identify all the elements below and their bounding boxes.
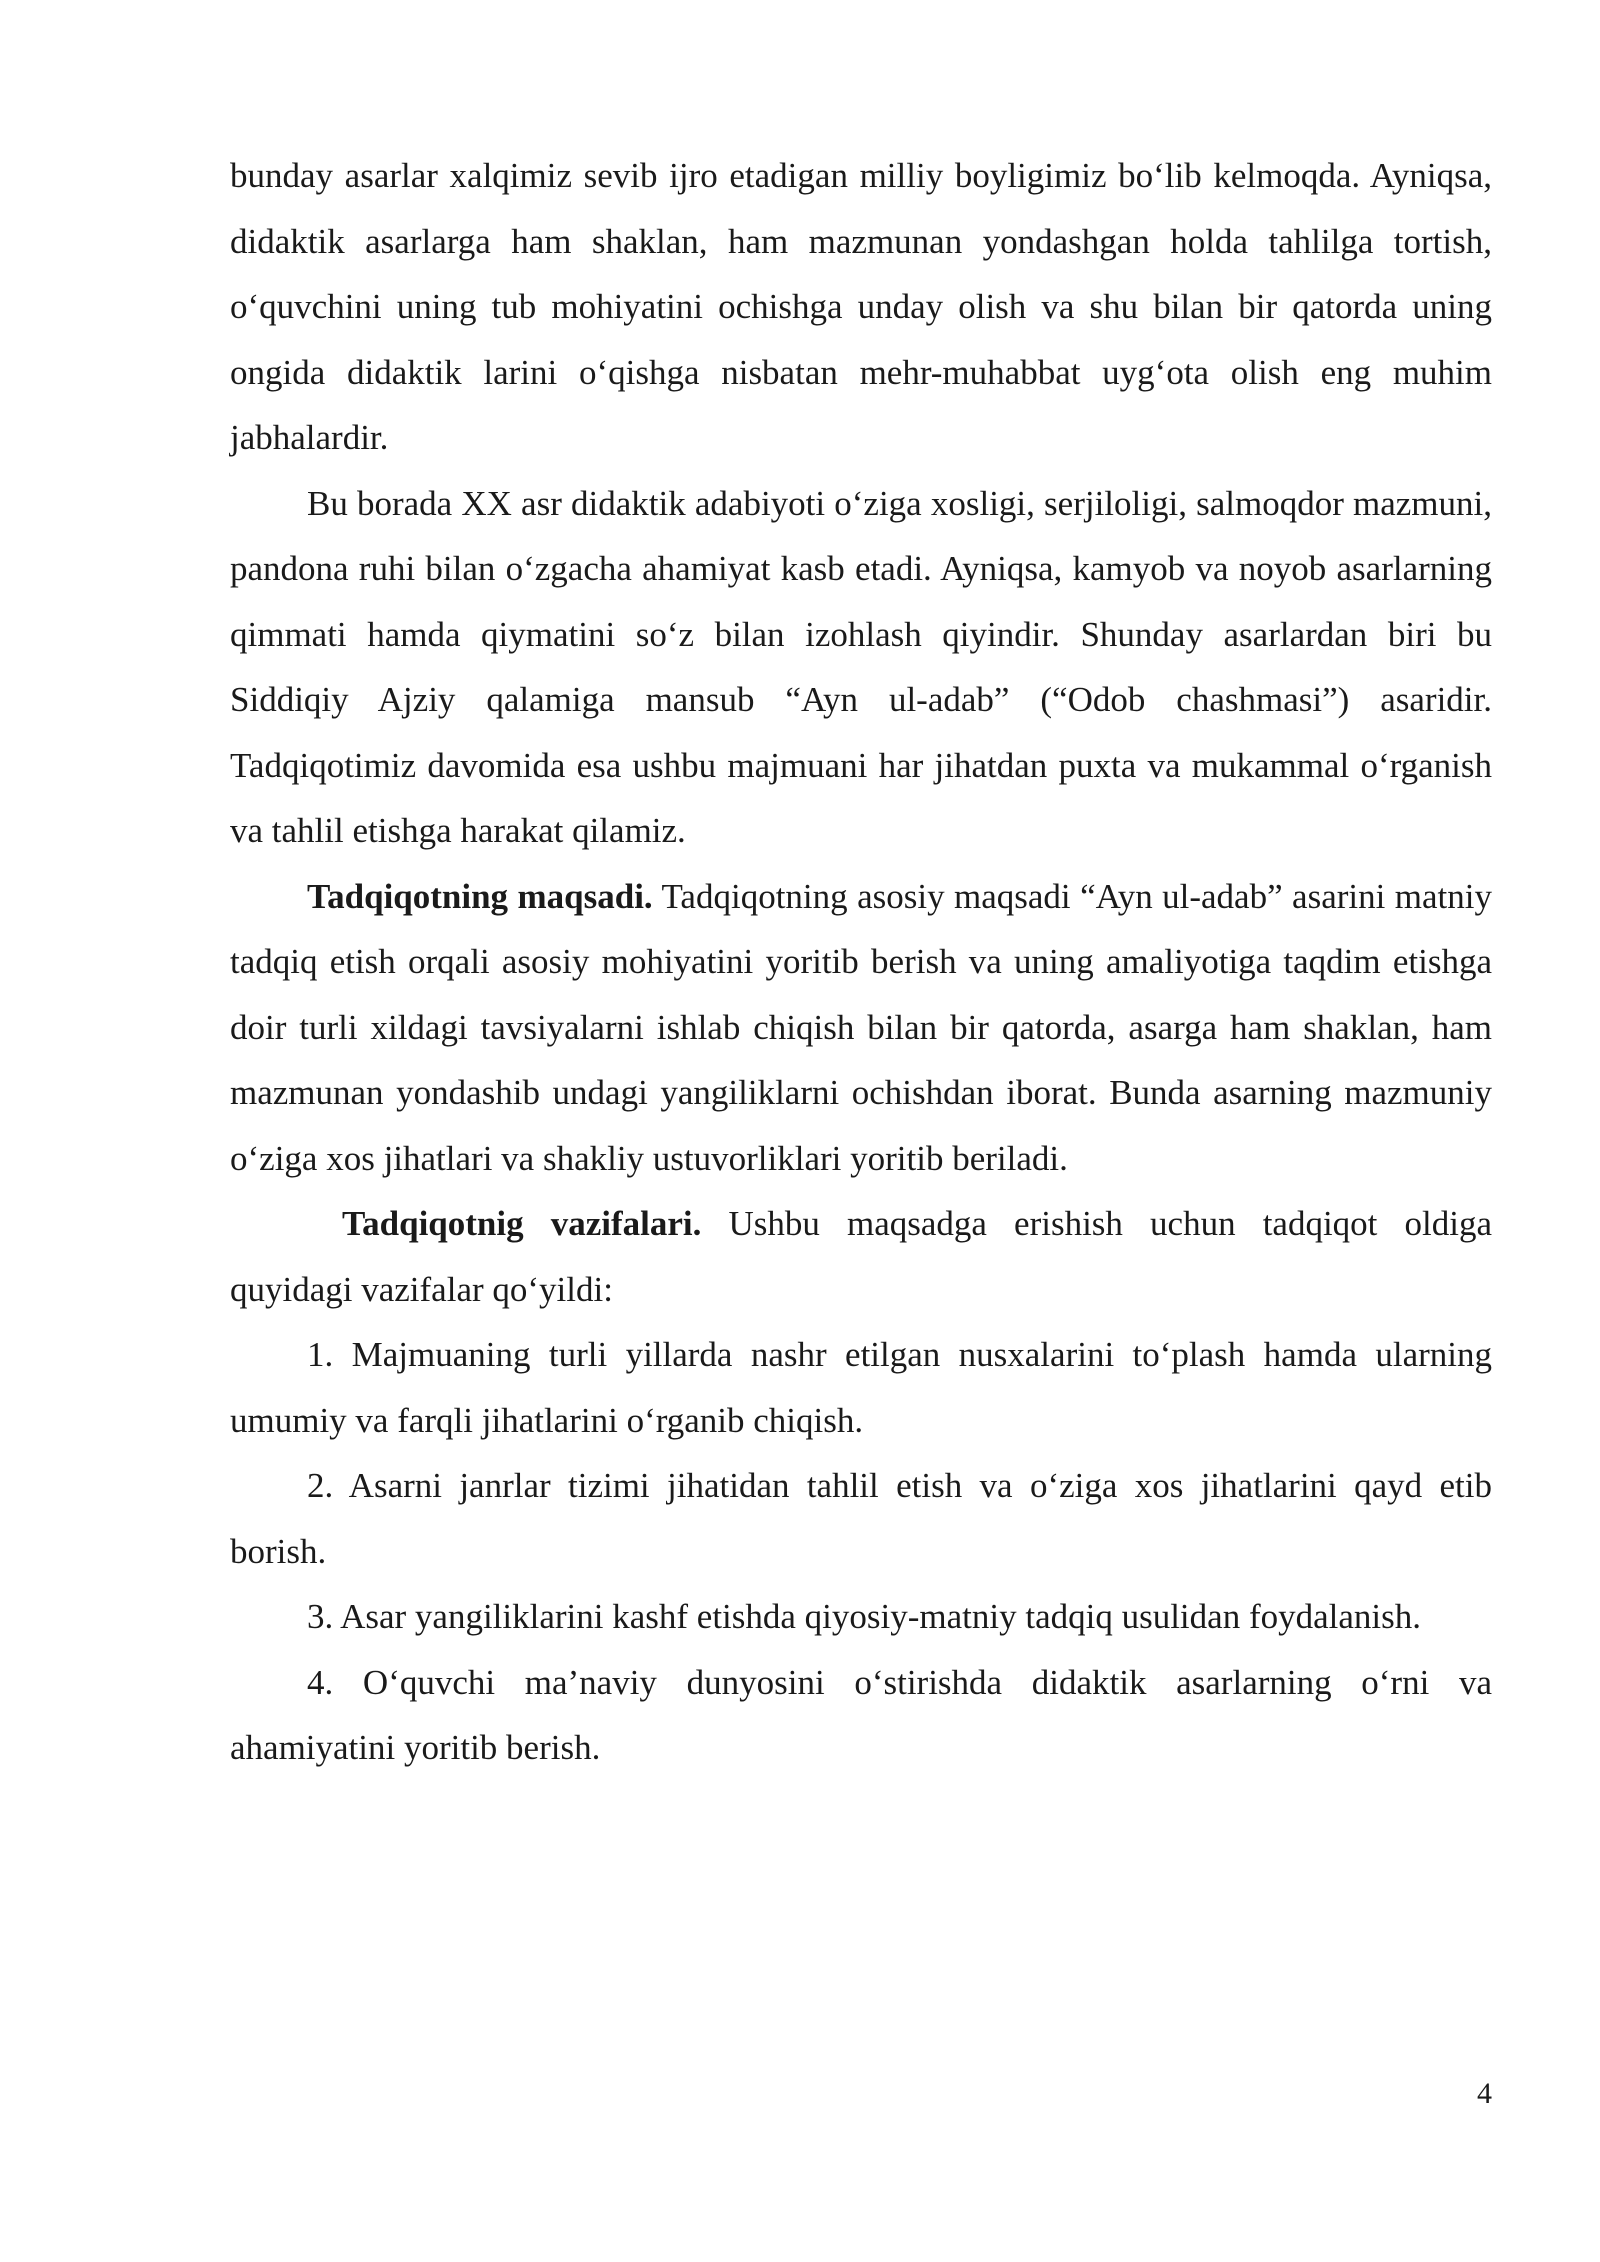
list-item-task-1: 1. Majmuaning turli yillarda nashr etilgan nusxalarini toʻplash hamda ularning umumiy va farqli jihatlarini oʻrganib chiqish. [230,1335,1492,1440]
list-item-task-2: 2. Asarni janrlar tizimi jihatidan tahlil etish va oʻziga xos jihatlarini qayd etib borish. [230,1466,1492,1571]
list-item-task-4: 4. Oʻquvchi ma’naviy dunyosini oʻstirishda didaktik asarlarning oʻrni va ahamiyatini yoritib berish. [230,1662,1492,1767]
research-goal-text: Tadqiqotning asosiy maqsadi “Ayn ul-adab” asarini matniy tadqiq etish orqali asosiy mohiyatini yoritib berish va uning amaliyotiga taqdim etishga doir turli xildagi tavsiyalarni ishlab chiqish bilan bir qatorda, asarga ham shaklan, ham mazmunan yondashib undagi yangiliklarni ochishdan iborat. Bunda asarning mazmuniy oʻziga xos jihatlari va shakliy ustuvorliklari yoritib beriladi. [230,876,1492,1178]
list-item-task-3: 3. Asar yangiliklarini kashf etishda qiyosiy-matniy tadqiq usulidan foydalanish. [307,1597,1421,1636]
page-number: 4 [1477,2077,1492,2110]
document-body [230,143,1492,1781]
research-tasks-heading: Tadqiqotnig vazifalari. [342,1204,702,1243]
paragraph-research-goal [230,864,1492,1192]
research-tasks-text: Ushbu maqsadga erishish uchun tadqiqot oldiga quyidagi vazifalar qoʻyildi: [230,1204,1492,1309]
paragraph-xx-century-literature: Bu borada XX asr didaktik adabiyoti oʻziga xosligi, serjiloligi, salmoqdor mazmuni, pandona ruhi bilan oʻzgacha ahamiyat kasb etadi. Ayniqsa, kamyob va noyob asarlarning qimmati hamda qiymatini soʻz bilan izohlash qiyindir. Shunday asarlardan biri bu Siddiqiy Ajziy qalamiga mansub “Ayn ul-adab” (“Odob chashmasi”) asaridir. Tadqiqotimiz davomida esa ushbu majmuani har jihatdan puxta va mukammal oʻrganish va tahlil etishga harakat qilamiz. [230,483,1492,850]
research-goal-heading: Tadqiqotning maqsadi. [307,876,653,916]
paragraph-continuation: bunday asarlar xalqimiz sevib ijro etadigan milliy boyligimiz boʻlib kelmoqda. Ayniqsa, didaktik asarlarga ham shaklan, ham mazmunan yondashgan holda tahlilga tortish, oʻquvchini uning tub mohiyatini ochishga unday olish va shu bilan bir qatorda uning ongida didaktik larini oʻqishga nisbatan mehr-muhabbat uygʻota olish eng muhim jabhalardir. [230,156,1492,457]
paragraph-research-tasks [230,1191,1492,1322]
